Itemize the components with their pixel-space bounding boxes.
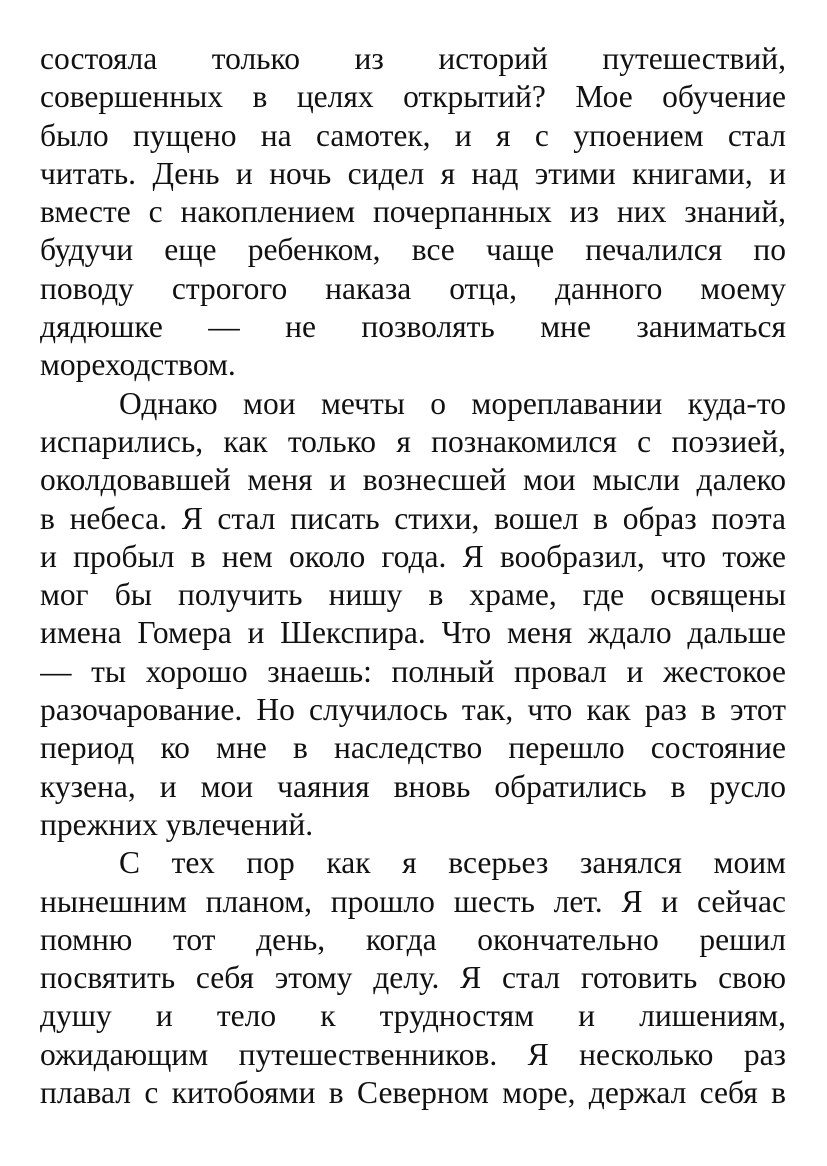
text-line: в небеса. Я стал писать стихи, вошел в образ поэта	[40, 500, 786, 536]
text-line: разочарование. Но случилось так, что как раз в этот	[40, 692, 786, 728]
text-line: плавал с китобоями в Северном море, держал себя в	[40, 1075, 786, 1111]
text-line: посвятить себя этому делу. Я стал готовить свою	[40, 960, 786, 996]
document-page	[40, 40, 786, 1160]
text-line: дядюшке — не позволять мне заниматься	[40, 309, 786, 345]
text-line: душу и тело к трудностям и лишениям,	[40, 998, 786, 1034]
text-line: состояла только из историй путешествий,	[40, 41, 786, 76]
text-line: имена Гомера и Шекспира. Что меня ждало дальше	[40, 615, 786, 651]
text-line: — ты хорошо знаешь: полный провал и жестокое	[40, 653, 786, 689]
text-line: читать. День и ночь сидел я над этими книгами, и	[40, 155, 786, 191]
text-line: С тех пор как я всерьез занялся моим	[119, 845, 786, 881]
paragraph-1	[40, 40, 786, 385]
text-line: прежних увлечений.	[40, 806, 314, 842]
text-line: мореходством.	[40, 347, 236, 383]
text-line: кузена, и мои чаяния вновь обратились в русло	[40, 768, 786, 804]
paragraph-2	[40, 385, 786, 845]
text-line: совершенных в целях открытий? Мое обучение	[40, 79, 786, 115]
text-line: помню тот день, когда окончательно решил	[40, 921, 786, 957]
text-line: нынешним планом, прошло шесть лет. Я и сейчас	[40, 883, 786, 919]
text-line: мог бы получить нишу в храме, где освящены	[40, 577, 786, 613]
text-line: испарились, как только я познакомился с поэзией,	[40, 423, 786, 459]
text-line: ожидающим путешественников. Я несколько раз	[40, 1036, 786, 1072]
text-line: поводу строгого наказа отца, данного моему	[40, 270, 786, 306]
text-line: вместе с накоплением почерпанных из них знаний,	[40, 194, 786, 230]
text-line: будучи еще ребенком, все чаще печалился по	[40, 232, 786, 268]
text-line: околдовавшей меня и вознесшей мои мысли далеко	[40, 462, 786, 498]
text-line: Однако мои мечты о мореплавании куда-то	[119, 385, 786, 421]
text-line: период ко мне в наследство перешло состояние	[40, 730, 786, 766]
paragraph-3	[40, 844, 786, 1112]
text-line: и пробыл в нем около года. Я вообразил, что тоже	[40, 538, 786, 574]
text-line: было пущено на самотек, и я с упоением стал	[40, 117, 786, 153]
